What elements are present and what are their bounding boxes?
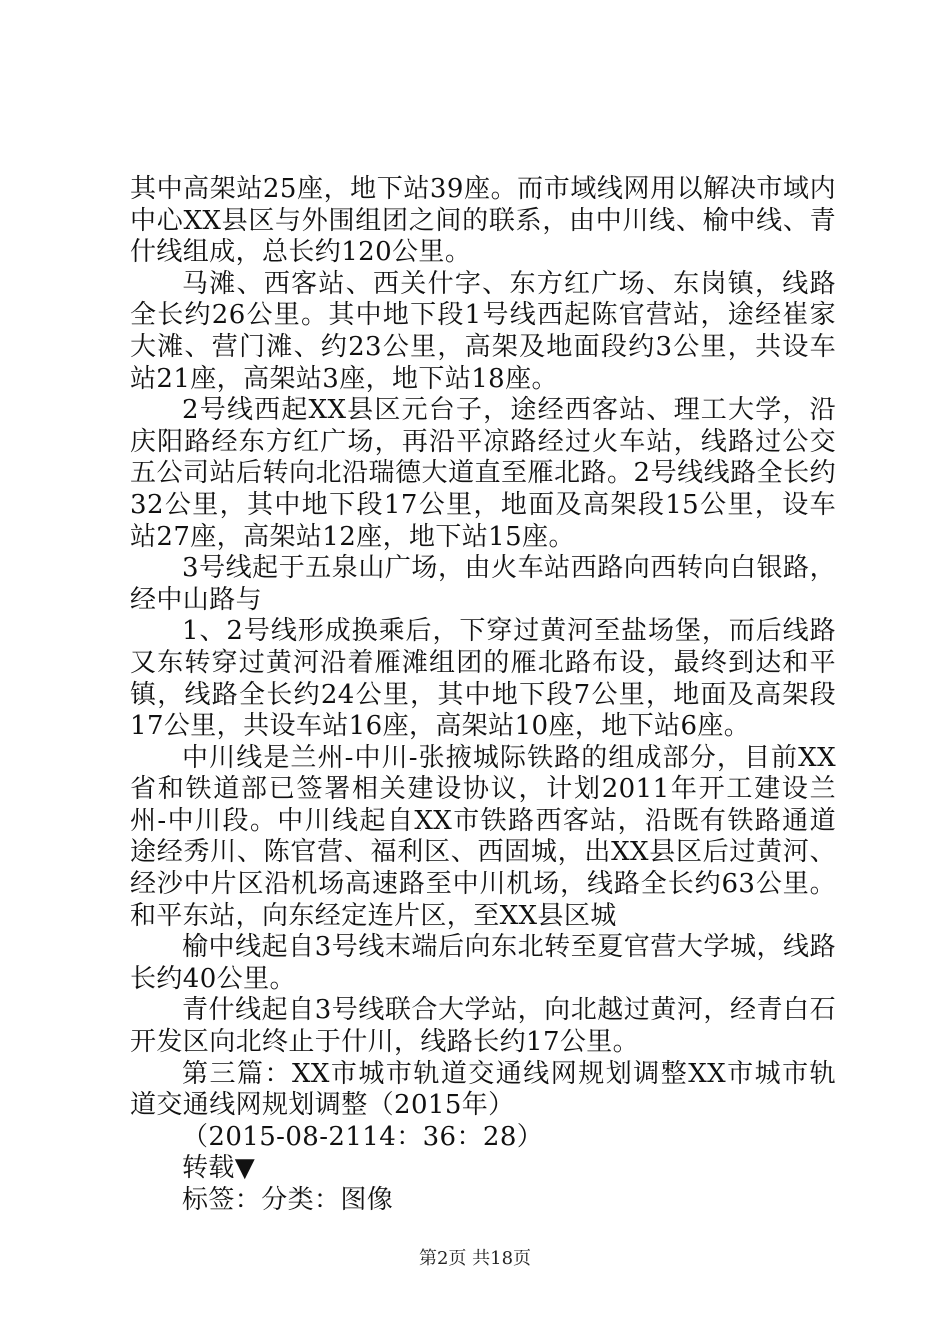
paragraph-6: 中川线是兰州-中川-张掖城际铁路的组成部分，目前XX省和铁道部已签署相关建设协议，计划2011年开工建设兰州-中川段。中川线起自XX市铁路西客站，沿既有铁路通道途经秀川、陈官营、福利区、西固城，出XX县区后过黄河、经沙中片区沿机场高速路至中川机场，线路全长约63公里。和平东站，向东经定连片区，至XX县区城 (130, 742, 836, 931)
paragraph-2: 马滩、西客站、西关什字、东方红广场、东岗镇，线路全长约26公里。其中地下段1号线西起陈官营站，途经崔家大滩、营门滩、约23公里，高架及地面段约3公里，共设车站21座，高架站3座，地下站18座。 (130, 268, 836, 394)
paragraph-3: 2号线西起XX县区元台子，途经西客站、理工大学，沿庆阳路经东方红广场，再沿平凉路经过火车站，线路过公交五公司站后转向北沿瑞德大道直至雁北路。2号线线路全长约32公里，其中地下段17公里，地面及高架段15公里，设车站27座，高架站12座，地下站15座。 (130, 395, 836, 552)
document-body (130, 174, 836, 1217)
repost-link[interactable]: 转载▼ (182, 1153, 256, 1184)
paragraph-8: 青什线起自3号线联合大学站，向北越过黄河，经青白石开发区向北终止于什川，线路长约17公里。 (130, 995, 836, 1058)
tags-line: 标签：分类：图像 (182, 1185, 394, 1215)
paragraph-4: 3号线起于五泉山广场，由火车站西路向西转向白银路，经中山路与 (130, 553, 836, 615)
post-timestamp: （2015-08-2114：36：28） (182, 1121, 544, 1152)
page-number-footer: 第2页 共18页 (418, 1248, 532, 1269)
paragraph-5: 1、2号线形成换乘后，下穿过黄河至盐场堡，而后线路又东转穿过黄河沿着雁滩组团的雁北路布设，最终到达和平镇，线路全长约24公里，其中地下段7公里，地面及高架段17公里，共设车站16座，高架站10座，地下站6座。 (130, 616, 836, 742)
paragraph-7: 榆中线起自3号线末端后向东北转至夏官营大学城，线路长约40公里。 (130, 932, 836, 994)
paragraph-1: 其中高架站25座，地下站39座。而市域线网用以解决市域内中心XX县区与外围组团之间的联系，由中川线、榆中线、青什线组成，总长约120公里。 (130, 174, 836, 268)
section-heading: 第三篇：XX市城市轨道交通线网规划调整XX市城市轨道交通线网规划调整（2015年） (130, 1058, 836, 1121)
